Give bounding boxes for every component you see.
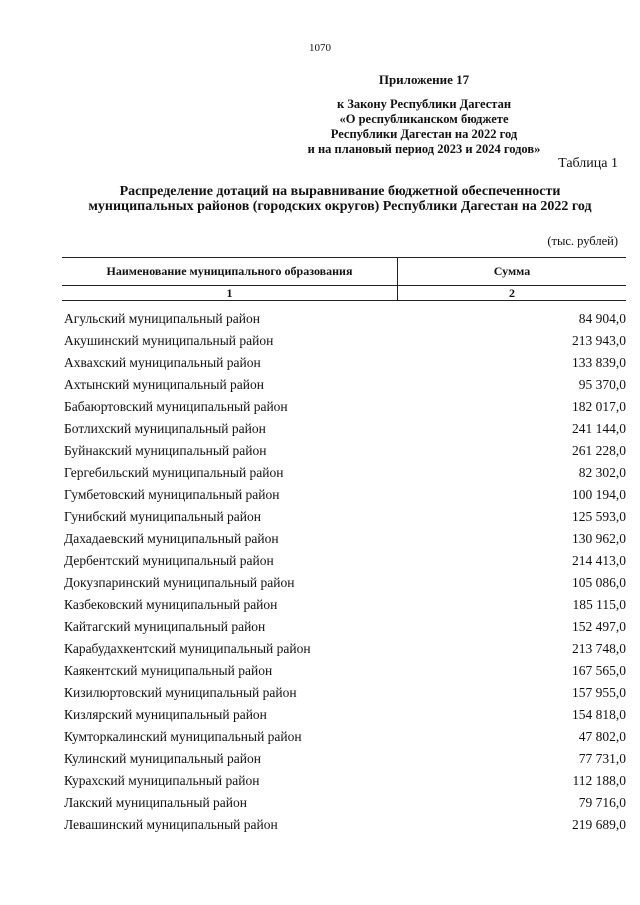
amount-value: 112 188,0 [572, 773, 626, 788]
column-number-2: 2 [509, 285, 515, 300]
municipality-name: Казбековский муниципальный район [64, 597, 278, 612]
column-number-1: 1 [62, 286, 398, 300]
municipality-name: Докузпаринский муниципальный район [64, 575, 295, 590]
appendix-header [274, 72, 574, 157]
amount-value: 213 943,0 [572, 333, 626, 348]
amount-value: 167 565,0 [572, 663, 626, 678]
amount-value: 157 955,0 [572, 685, 626, 700]
amount-value: 261 228,0 [572, 443, 626, 458]
amount-value: 105 086,0 [572, 575, 626, 590]
table-row [62, 484, 626, 506]
page-number: 1070 [309, 42, 331, 54]
municipality-name: Левашинский муниципальный район [64, 817, 278, 832]
amount-value: 182 017,0 [572, 399, 626, 414]
table-header [62, 257, 626, 286]
table-row [62, 770, 626, 792]
table-row [62, 682, 626, 704]
table-row [62, 308, 626, 330]
appendix-line: к Закону Республики Дагестан [336, 97, 512, 111]
table-row [62, 726, 626, 748]
municipality-name: Кумторкалинский муниципальный район [64, 729, 302, 744]
amount-value: 100 194,0 [572, 487, 626, 502]
amount-value: 219 689,0 [572, 817, 626, 832]
amount-value: 95 370,0 [578, 377, 626, 392]
amount-value: 133 839,0 [572, 355, 626, 370]
header-amount-column: Сумма [493, 264, 531, 278]
table-row [62, 330, 626, 352]
amount-value: 82 302,0 [578, 465, 626, 480]
municipality-name: Буйнакский муниципальный район [64, 443, 267, 458]
municipality-name: Каякентский муниципальный район [64, 663, 273, 678]
amount-value: 77 731,0 [578, 751, 626, 766]
municipality-name: Ахвахский муниципальный район [64, 355, 261, 370]
table-row [62, 374, 626, 396]
municipality-name: Курахский муниципальный район [64, 773, 260, 788]
municipality-name: Ботлихский муниципальный район [64, 421, 266, 436]
table-row [62, 638, 626, 660]
amount-value: 130 962,0 [572, 531, 626, 546]
amount-value: 79 716,0 [578, 795, 626, 810]
table-row [62, 462, 626, 484]
municipality-name: Гунибский муниципальный район [64, 509, 261, 524]
municipality-name: Гумбетовский муниципальный район [64, 487, 280, 502]
table-row [62, 528, 626, 550]
municipality-name: Дербентский муниципальный район [64, 553, 274, 568]
amount-value: 154 818,0 [572, 707, 626, 722]
table-row [62, 660, 626, 682]
table-row [62, 748, 626, 770]
table-row [62, 506, 626, 528]
table-row [62, 616, 626, 638]
municipality-name: Дахадаевский муниципальный район [64, 531, 279, 546]
appendix-line: и на плановый период 2023 и 2024 годов» [307, 142, 541, 156]
appendix-line: Республики Дагестан на 2022 год [330, 127, 518, 141]
table-row [62, 396, 626, 418]
column-numbers-row [62, 286, 626, 301]
table-row [62, 792, 626, 814]
municipality-name: Кайтагский муниципальный район [64, 619, 266, 634]
heading-line: муниципальных районов (городских округов) Республики Дагестан на 2022 год [88, 199, 592, 214]
table-row [62, 352, 626, 374]
units-label: (тыс. рублей) [547, 234, 618, 248]
municipality-name: Кизлярский муниципальный район [64, 707, 267, 722]
appendix-line: «О республиканском бюджете [339, 112, 509, 126]
amount-value: 241 144,0 [572, 421, 626, 436]
table-row [62, 704, 626, 726]
municipality-name: Бабаюртовский муниципальный район [64, 399, 288, 414]
municipality-name: Кулинский муниципальный район [64, 751, 261, 766]
amount-value: 47 802,0 [578, 729, 626, 744]
appendix-title: Приложение 17 [378, 72, 470, 87]
municipality-name: Ахтынский муниципальный район [64, 377, 264, 392]
amount-value: 152 497,0 [572, 619, 626, 634]
document-heading [40, 184, 640, 214]
table-row [62, 594, 626, 616]
table-row [62, 418, 626, 440]
amount-value: 214 413,0 [572, 553, 626, 568]
table-row [62, 572, 626, 594]
municipality-name: Агульский муниципальный район [64, 311, 260, 326]
table-row [62, 814, 626, 836]
table-row [62, 440, 626, 462]
amount-value: 213 748,0 [572, 641, 626, 656]
table-label: Таблица 1 [558, 156, 618, 171]
heading-line: Распределение дотаций на выравнивание бюджетной обеспеченности [119, 184, 561, 199]
table-body [62, 308, 626, 836]
municipality-name: Лакский муниципальный район [64, 795, 248, 810]
amount-value: 185 115,0 [572, 597, 626, 612]
municipality-name: Гергебильский муниципальный район [64, 465, 284, 480]
amount-value: 84 904,0 [578, 311, 626, 326]
distribution-table [62, 257, 626, 836]
municipality-name: Акушинский муниципальный район [64, 333, 274, 348]
table-row [62, 550, 626, 572]
municipality-name: Кизилюртовский муниципальный район [64, 685, 297, 700]
header-name-column: Наименование муниципального образования [62, 258, 398, 285]
municipality-name: Карабудахкентский муниципальный район [64, 641, 311, 656]
amount-value: 125 593,0 [572, 509, 626, 524]
